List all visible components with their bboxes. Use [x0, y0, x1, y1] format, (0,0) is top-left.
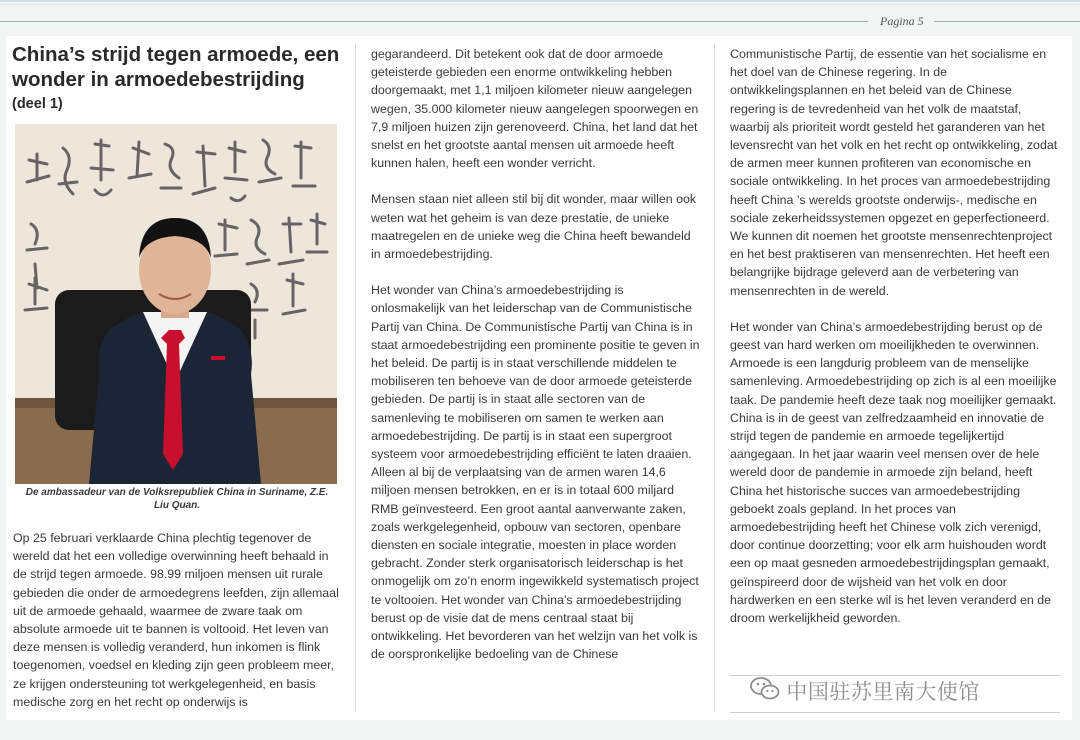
watermark-rule: [730, 712, 1060, 713]
watermark: [750, 676, 980, 706]
wechat-icon: [750, 676, 780, 702]
ambassador-photo: [15, 124, 337, 484]
article-column-3: [730, 45, 1060, 645]
article-paragraph: Mensen staan niet alleen stil bij dit wonder, maar willen ook weten wat het geheim is van deze prestatie, de unieke maatregelen en de unieke weg die China heeft bewandeld in armoedebestrijding.: [371, 192, 697, 262]
article-headline: China’s strijd tegen armoede, een wonder in armoedebestrijding: [12, 43, 340, 91]
header-rule: [0, 21, 868, 22]
watermark-text: 中国驻苏里南大使馆: [786, 681, 980, 704]
header-rule-right: [934, 21, 1080, 22]
article-subtitle: (deel 1): [12, 96, 63, 112]
ambassador-photo-illustration: [15, 124, 337, 484]
article-paragraph: Communistische Partij, de essentie van het socialisme en het doel van de Chinese regering. In de ontwikkelingsplannen en het beleid van de Chinese regering is de tevredenheid van het volk de maatstaf, waarbij als prioriteit wordt gesteld het garanderen van het levensrecht van het volk en het recht op ontwikkeling, zodat de armen meer kunnen profiteren van economische en sociale ontwikkeling. In het proces van armoedebestrijding heeft China ’s werelds grootste onderwijs-, medische en sociale zekerheidssystemen opgezet en geperfectioneerd. We kunnen dit noemen het grootste mensenrechtenproject en het best praktiseren van mensenrechten. Het heeft een belangrijke bijdrage geleverd aan de verbetering van mensenrechten in de wereld.: [730, 47, 1058, 298]
column-divider: [355, 44, 356, 712]
column-divider: [714, 44, 715, 712]
article-paragraph: Het wonder van China’s armoedebestrijding is onlosmakelijk van het leiderschap van de Communistische Partij van China. De Communistische Partij van China is in staat armoedebestrijding een prominente positie te geven in het beleid. De partij is in staat verschillende middelen te mobiliseren ten behoeve van de door armoede geteisterde gebieden. De partij is in staat alle sectoren van de samenleving te mobiliseren om samen te werken aan armoedebestrijding. De partij is in staat een supergroot systeem voor armoedebestrijding efficiënt te laten draaien. Alleen al bij de verplaatsing van de armen waren 14,6 miljoen mensen betrokken, en er is in totaal 600 miljard RMB geïnvesteerd. Een groot aantal aanverwante zaken, zoals werkgelegenheid, opbouw van sectoren, openbare diensten en sociale integratie, moesten in place worden gebracht. Zonder sterk organisatorisch leiderschap is het onmogelijk om zo’n enorm ingewikkeld systematisch project te voltooien. Het wonder van China’s armoedebestrijding berust op de visie dat de mens centraal staat bij ontwikkeling. Het bevorderen van het welzijn van het volk is de oorspronkelijke bedoeling van de Chinese: [371, 283, 700, 662]
article-column-1: [13, 529, 341, 729]
photo-caption: De ambassadeur van de Volksrepubliek China in Suriname, Z.E. Liu Quan.: [25, 487, 329, 511]
article-column-2: [371, 45, 701, 682]
article-paragraph: gegarandeerd. Dit betekent ook dat de door armoede geteisterde gebieden een enorme ontwikkeling hebben doorgemaakt, met 1,1 miljoen kilometer nieuw aangelegen wegen, 35.000 kilometer nieuw aangelegen spoorwegen en 7,9 miljoen huizen zijn gerenoveerd. China, het land dat het snelst en het grootste aantal mensen uit armoede heeft kunnen halen, heeft een wonder verricht.: [371, 47, 699, 171]
top-rule: [0, 0, 1080, 2]
page-number: Pagina 5: [880, 14, 924, 28]
top-rule-thin: [0, 4, 1080, 5]
article-paragraph: Op 25 februari verklaarde China plechtig tegenover de wereld dat het een volledige overwinning heeft behaald in de strijd tegen armoede. 98.99 miljoen mensen uit rurale gebieden die onder de armoedegrens leefden, zijn allemaal uit de armoede gehaald, waarmee de zware taak om absolute armoede uit te bannen is voltooid. Het leven van deze mensen is volledig veranderd, hun inkomen is flink toegenomen, voedsel en kleding zijn geen probleem meer, ze krijgen ondersteuning tot werkgelegenheid, en basis medische zorg en het recht op onderwijs is: [13, 531, 339, 709]
article-paragraph: Het wonder van China’s armoedebestrijding berust op de geest van hard werken om moeilijkheden te overwinnen. Armoede is een langdurig probleem van de menselijke samenleving. Armoedebestrijding op zich is al een moeilijke taak. De pandemie heeft deze taak nog moeilijker gemaakt. China is in de geest van zelfredzaamheid en innovatie de strijd tegen de pandemie en armoede tegelijkertijd aangegaan. In het jaar waarin veel mensen over de hele wereld door de pandemie in armoede zijn beland, heeft China het historische succes van armoedebestrijding geboekt zoals gepland. In het proces van armoedebestrijding heeft het Chinese volk zich verenigd, door continue doorzetting; voor elk arm huishouden wordt een op maat gesneden armoedebestrijdingsplan gemaakt, geïnspireerd door de wijsheid van het volk en door hardwerken en een sterke wil is het leven veranderd en de droom werkelijkheid geworden.: [730, 319, 1057, 626]
